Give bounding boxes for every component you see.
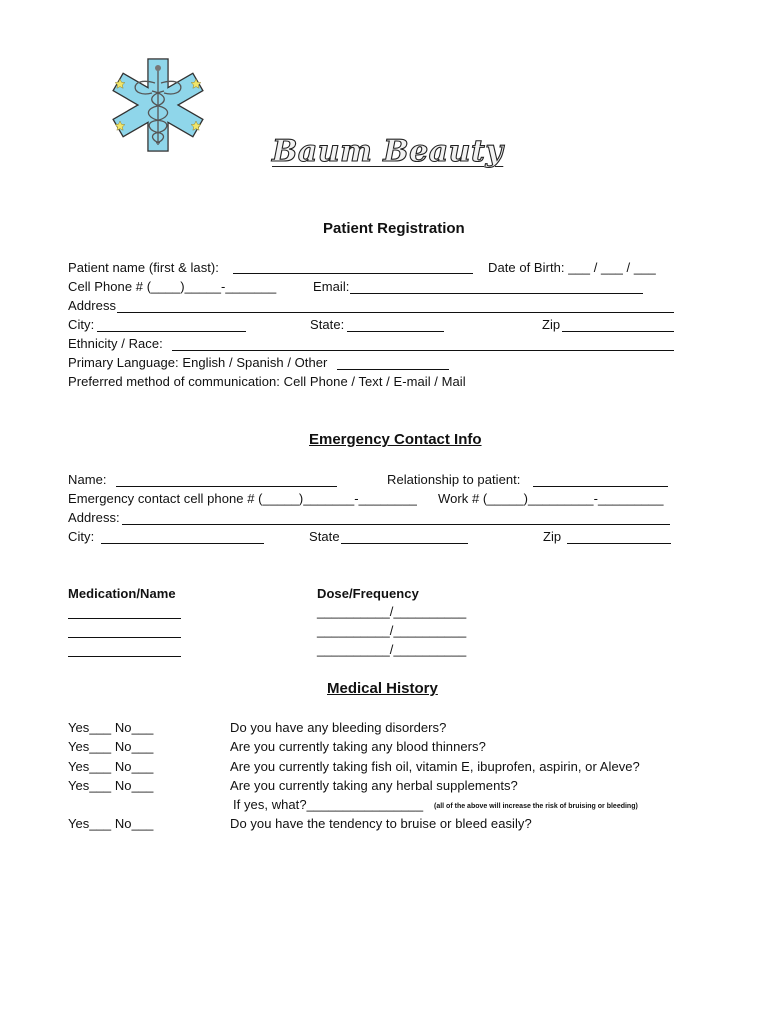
- emergency-state-field[interactable]: [341, 543, 468, 544]
- ethnicity-label: Ethnicity / Race:: [68, 336, 163, 351]
- ethnicity-field[interactable]: [172, 350, 674, 351]
- herbal-supplements-question: Are you currently taking any herbal supplements?: [230, 778, 518, 793]
- date-of-birth-field[interactable]: Date of Birth: ___ / ___ / ___: [488, 260, 656, 275]
- star-of-life-caduceus-icon: [99, 58, 217, 152]
- city-field[interactable]: [97, 331, 246, 332]
- registration-title: Patient Registration: [323, 220, 465, 237]
- emergency-address-label: Address:: [68, 510, 120, 525]
- relationship-label: Relationship to patient:: [387, 472, 521, 487]
- city-label: City:: [68, 317, 95, 332]
- dose-frequency-field[interactable]: __________/__________: [317, 623, 467, 638]
- address-field[interactable]: [117, 312, 674, 313]
- emergency-work-field[interactable]: Work # (_____)_________-_________: [438, 491, 664, 506]
- medication-name-field[interactable]: [68, 637, 181, 638]
- yes-no-checkbox[interactable]: Yes___ No___: [68, 778, 154, 793]
- medical-history-title: Medical History: [327, 680, 438, 697]
- patient-name-label: Patient name (first & last):: [68, 260, 219, 275]
- dose-frequency-header: Dose/Frequency: [317, 586, 419, 601]
- emergency-city-field[interactable]: [101, 543, 264, 544]
- yes-no-checkbox[interactable]: Yes___ No___: [68, 739, 154, 754]
- bruising-risk-note: (all of the above will increase the risk of bruising or bleeding): [434, 803, 638, 810]
- zip-field[interactable]: [562, 331, 674, 332]
- emergency-city-label: City:: [68, 529, 95, 544]
- dose-frequency-field[interactable]: __________/__________: [317, 604, 467, 619]
- bleeding-disorders-question: Do you have any bleeding disorders?: [230, 720, 447, 735]
- communication-method-label: Preferred method of communication: Cell Phone / Text / E-mail / Mail: [68, 374, 466, 389]
- primary-language-other-field[interactable]: [337, 369, 449, 370]
- address-label: Address: [68, 298, 117, 313]
- cell-phone-field[interactable]: Cell Phone # (____)_____-_______: [68, 279, 277, 294]
- primary-language-label: Primary Language: English / Spanish / Other: [68, 355, 328, 370]
- emergency-zip-label: Zip: [543, 529, 562, 544]
- emergency-name-field[interactable]: [116, 486, 337, 487]
- emergency-name-label: Name:: [68, 472, 107, 487]
- yes-no-checkbox[interactable]: Yes___ No___: [68, 759, 154, 774]
- state-field[interactable]: [347, 331, 444, 332]
- supplements-medications-question: Are you currently taking fish oil, vitamin E, ibuprofen, aspirin, or Aleve?: [230, 759, 640, 774]
- blood-thinners-question: Are you currently taking any blood thinners?: [230, 739, 486, 754]
- emergency-zip-field[interactable]: [567, 543, 671, 544]
- patient-name-field[interactable]: [233, 273, 473, 274]
- yes-no-checkbox[interactable]: Yes___ No___: [68, 720, 154, 735]
- emergency-address-field[interactable]: [122, 524, 670, 525]
- medication-name-field[interactable]: [68, 656, 181, 657]
- dose-frequency-field[interactable]: __________/__________: [317, 642, 467, 657]
- emergency-cell-field[interactable]: Emergency contact cell phone # (_____)_______-________: [68, 491, 417, 506]
- email-field[interactable]: [350, 293, 643, 294]
- medication-name-field[interactable]: [68, 618, 181, 619]
- bruise-easily-question: Do you have the tendency to bruise or bleed easily?: [230, 816, 532, 831]
- emergency-state-label: State: [309, 529, 340, 544]
- relationship-field[interactable]: [533, 486, 668, 487]
- state-label: State:: [310, 317, 345, 332]
- zip-label: Zip: [542, 317, 561, 332]
- if-yes-what-field[interactable]: If yes, what?________________: [233, 797, 424, 812]
- emergency-title: Emergency Contact Info: [309, 431, 482, 448]
- email-label: Email:: [313, 279, 350, 294]
- medication-name-header: Medication/Name: [68, 586, 176, 601]
- yes-no-checkbox[interactable]: Yes___ No___: [68, 816, 154, 831]
- brand-name: Baum Beauty: [272, 134, 504, 169]
